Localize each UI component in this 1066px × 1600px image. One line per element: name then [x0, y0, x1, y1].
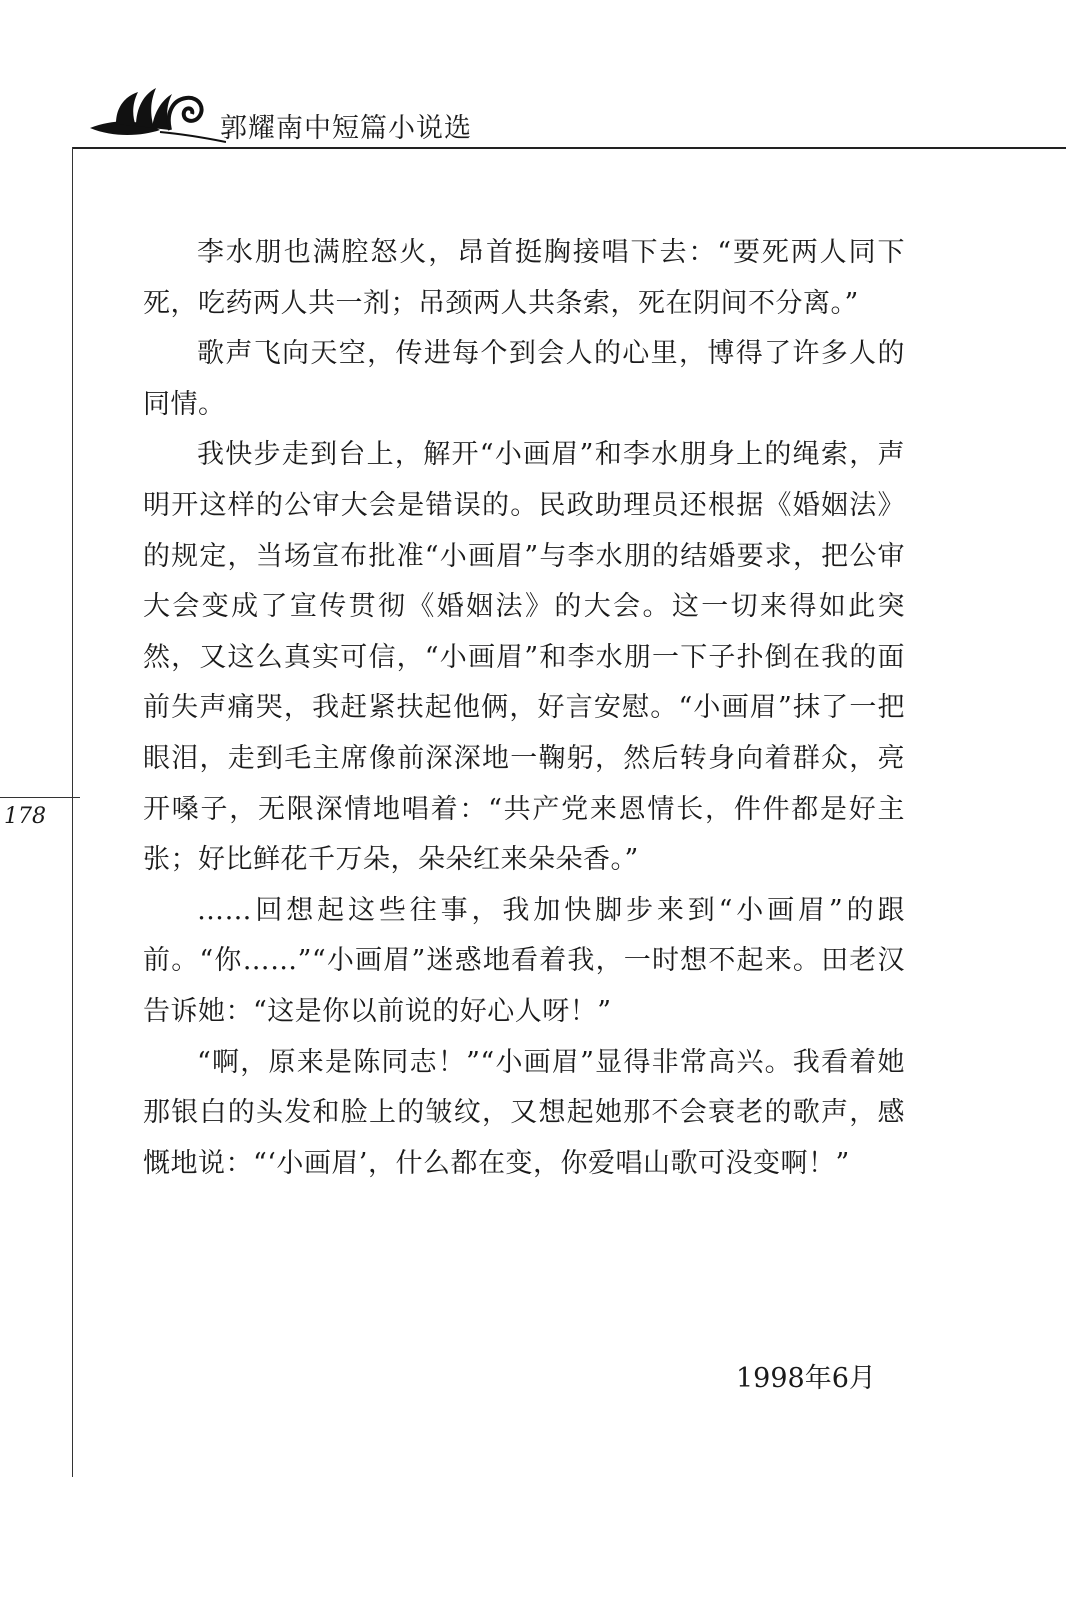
- paragraph: “啊，原来是陈同志！”“小画眉”显得非常高兴。我看着她那银白的头发和脸上的皱纹，又想起她那不会衰老的歌声，感慨地说：“‘小画眉’，什么都在变，你爱唱山歌可没变啊！”: [143, 1046, 905, 1179]
- page-number-rule: [0, 797, 80, 798]
- frame-corner-rule: [72, 147, 88, 149]
- paragraph: 歌声飞向天空，传进每个到会人的心里，博得了许多人的同情。: [143, 338, 905, 420]
- body-text: [143, 228, 905, 1189]
- paragraph: 我快步走到台上，解开“小画眉”和李水朋身上的绳索，声明开这样的公审大会是错误的。民政助理员还根据《婚姻法》的规定，当场宣布批准“小画眉”与李水朋的结婚要求，把公审大会变成了宣传贯彻《婚姻法》的大会。这一切来得如此突然，又这么真实可信，“小画眉”和李水朋一下子扑倒在我的面前失声痛哭，我赶紧扶起他俩，好言安慰。“小画眉”抹了一把眼泪，走到毛主席像前深深地一鞠躬，然后转身向着群众，亮开嗓子，无限深情地唱着：“共产党来恩情长，件件都是好主张；好比鲜花千万朵，朵朵红来朵朵香。”: [143, 439, 905, 876]
- left-frame-rule: [72, 147, 73, 1477]
- book-title-header: 郭耀南中短篇小说选: [220, 113, 472, 144]
- swirl-leaf-ornament-icon: [86, 84, 226, 144]
- paragraph: ……回想起这些往事，我加快脚步来到“小画眉”的跟前。“你……”“小画眉”迷惑地看着我，一时想不起来。田老汉告诉她：“这是你以前说的好心人呀！”: [143, 894, 905, 1027]
- header-rule: [88, 147, 1066, 149]
- dateline: 1998年6月: [736, 1363, 876, 1394]
- paragraph: 李水朋也满腔怒火，昂首挺胸接唱下去：“要死两人同下死，吃药两人共一剂；吊颈两人共条索，死在阴间不分离。”: [143, 237, 905, 319]
- page-number: 178: [4, 804, 46, 829]
